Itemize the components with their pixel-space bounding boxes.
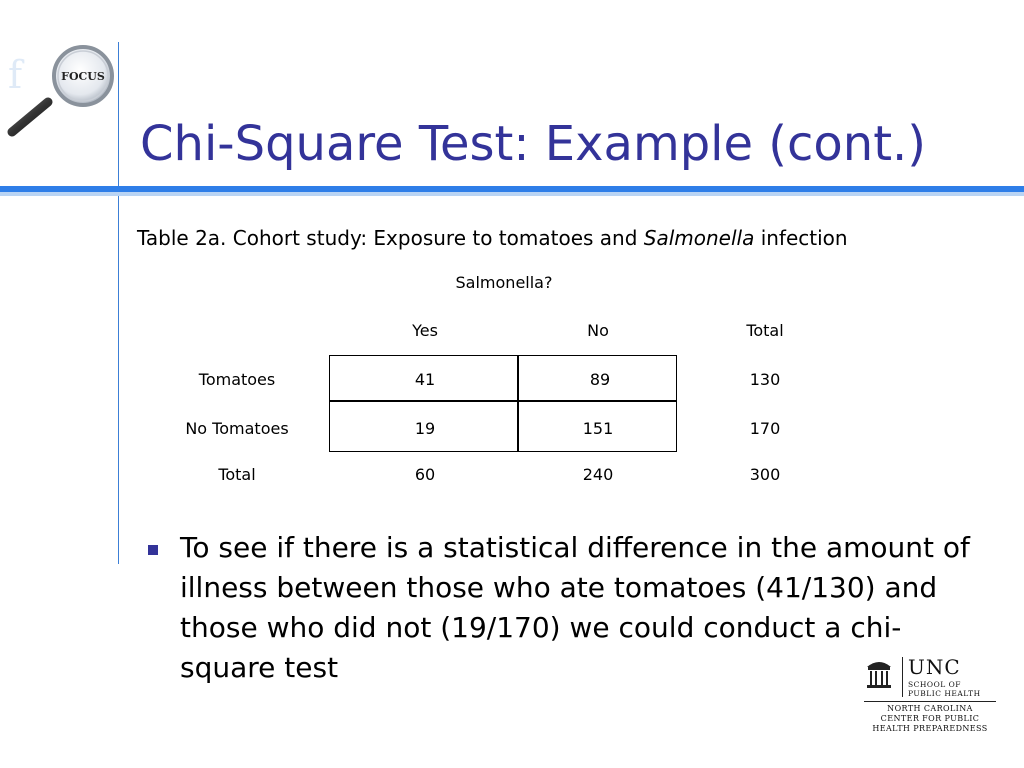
old-well-icon bbox=[864, 657, 894, 691]
svg-text:f: f bbox=[8, 53, 23, 97]
center-line-3: HEALTH PREPAREDNESS bbox=[872, 724, 988, 733]
row-label-total: Total bbox=[218, 465, 256, 484]
row-label-no-tomatoes: No Tomatoes bbox=[185, 419, 289, 438]
column-header-no: No bbox=[587, 321, 609, 340]
vertical-divider bbox=[118, 42, 119, 564]
cell-tomatoes-yes: 41 bbox=[414, 370, 436, 389]
bullet-square-icon bbox=[148, 545, 158, 555]
center-line-2: CENTER FOR PUBLIC bbox=[880, 714, 980, 723]
cell-tomatoes-no: 89 bbox=[589, 370, 611, 389]
caption-prefix: Table 2a. Cohort study: Exposure to tomatoes and bbox=[137, 226, 644, 250]
cell-grand-total: 300 bbox=[749, 465, 781, 484]
table-grid-horizontal-line bbox=[329, 400, 677, 402]
unc-wordmark: UNC bbox=[908, 655, 961, 679]
bullet-item: To see if there is a statistical difference in the amount of illness between those who ate tomatoes (41/130) and those who did not (19/170) we could conduct a chi-square test bbox=[180, 531, 970, 684]
cell-no-tomatoes-no: 151 bbox=[582, 419, 614, 438]
cell-total-yes: 60 bbox=[414, 465, 436, 484]
caption-suffix: infection bbox=[754, 226, 848, 250]
school-line-2: PUBLIC HEALTH bbox=[908, 689, 981, 698]
column-header-yes: Yes bbox=[412, 321, 438, 340]
center-line-1: NORTH CAROLINA bbox=[887, 704, 973, 713]
logo-rule bbox=[864, 701, 996, 702]
cell-no-tomatoes-total: 170 bbox=[749, 419, 781, 438]
slide-title: Chi-Square Test: Example (cont.) bbox=[140, 116, 926, 172]
row-label-tomatoes: Tomatoes bbox=[198, 370, 276, 389]
logo-divider bbox=[902, 657, 903, 697]
cell-total-no: 240 bbox=[582, 465, 614, 484]
school-line-1: SCHOOL OF bbox=[908, 680, 961, 689]
cell-tomatoes-total: 130 bbox=[749, 370, 781, 389]
focus-label: FOCUS bbox=[61, 70, 105, 83]
table-grid-vertical-line bbox=[517, 355, 519, 452]
cell-no-tomatoes-yes: 19 bbox=[414, 419, 436, 438]
table-caption bbox=[137, 226, 848, 250]
column-header-total: Total bbox=[746, 321, 784, 340]
focus-magnifier-logo bbox=[0, 40, 125, 140]
table-grid-border bbox=[329, 355, 677, 452]
title-underline-shadow bbox=[0, 192, 1024, 196]
unc-logo bbox=[862, 655, 1002, 735]
outcome-header: Salmonella? bbox=[455, 273, 553, 292]
caption-italic: Salmonella bbox=[643, 226, 755, 250]
